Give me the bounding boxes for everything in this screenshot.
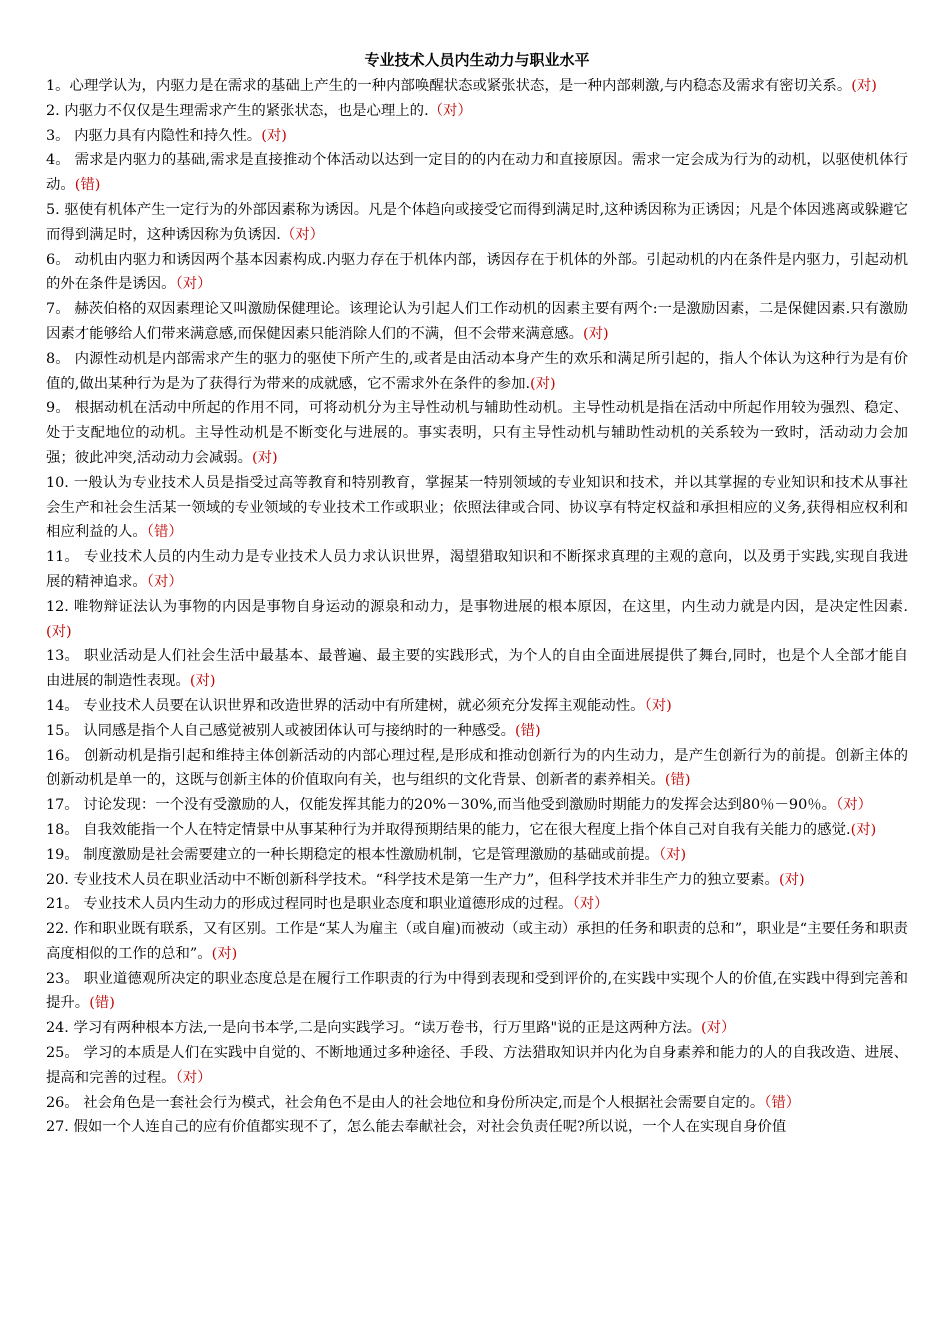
list-item — [46, 1115, 908, 1140]
question-text: 5. 驱使有机体产生一定行为的外部因素称为诱因。凡是个体趋向或接受它而得到满足时,这种诱因称为正诱因；凡是个体因逃离或躲避它而得到满足时，这种诱因称为负诱因. — [46, 201, 908, 243]
document-title: 专业技术人员内生动力与职业水平 — [364, 51, 590, 69]
question-text: 9。 根据动机在活动中所起的作用不同，可将动机分为主导性动机与辅助性动机。主导性动机是指在活动中所起作用较为强烈、稳定、处于支配地位的动机。主导性动机是不断变化与进展的。事实表明，只有主导性动机与辅助性动机的关系较为一致时，活动动力会加强；彼此冲突,活动动力会减弱。 — [46, 400, 908, 466]
answer-mark: (对) — [778, 871, 805, 888]
question-text: 2. 内驱力不仅仅是生理需求产生的紧张状态，也是心理上的. — [46, 102, 429, 119]
list-item — [46, 545, 908, 595]
question-text: 22. 作和职业既有联系，又有区别。工作是“某人为雇主（或自雇)而被动（或主动）承担的任务和职责的总和”，职业是“主要任务和职责高度相似的工作的总和”。 — [46, 921, 908, 962]
answer-mark: (错) — [89, 995, 115, 1012]
answer-mark: (对) — [583, 325, 609, 342]
answer-mark: （对） — [428, 102, 472, 119]
answer-mark: （对） — [146, 573, 183, 590]
answer-mark: （对） — [280, 226, 325, 243]
list-item — [46, 1041, 908, 1091]
answer-mark: (对) — [261, 127, 287, 144]
list-item — [46, 396, 908, 470]
answer-mark: (对) — [189, 673, 216, 690]
list-item — [46, 892, 908, 917]
question-text: 4。 需求是内驱力的基础,需求是直接推动个体活动以达到一定目的的内在动力和直接原因。需求一定会成为行为的动机，以驱使机体行动。 — [46, 152, 908, 194]
question-text: 14。 专业技术人员要在认识世界和改造世界的活动中有所建树，就必须充分发挥主观能动性。 — [46, 697, 645, 714]
list-item — [46, 644, 908, 694]
question-text: 24. 学习有两种根本方法,一是向书本学,二是向实践学习。“读万卷书，行万里路"说的正是这两种方法。 — [46, 1020, 701, 1037]
question-text: 25。 学习的本质是人们在实践中自觉的、不断地通过多种途径、手段、方法猎取知识并内化为自身素养和能力的人的自我改造、进展、提高和完善的过程。 — [46, 1045, 908, 1086]
answer-mark: （错） — [146, 524, 183, 541]
answer-mark: (错) — [515, 722, 541, 739]
list-item — [46, 297, 908, 347]
list-item — [46, 99, 908, 124]
question-text: 27. 假如一个人连自己的应有价值都实现不了，怎么能去奉献社会，对社会负责任呢?所以说，一个人在实现自身价值 — [46, 1119, 787, 1136]
answer-mark: （对） — [175, 276, 212, 293]
question-text: 11。 专业技术人员的内生动力是专业技术人员力求认识世界，渴望猎取知识和不断探求真理的主观的意向，以及勇于实践,实现自我进展的精神追求。 — [46, 549, 908, 590]
list-item — [46, 793, 908, 818]
question-text: 8。 内源性动机是内部需求产生的驱力的驱使下所产生的,或者是由活动本身产生的欢乐和满足所引起的，指人个体认为这种行为是有价值的,做出某种行为是为了获得行为带来的成就感，它不需求外在条件的参加. — [46, 350, 908, 392]
list-item — [46, 719, 908, 744]
list-item — [46, 843, 908, 868]
question-text: 10. 一般认为专业技术人员是指受过高等教育和特别教育，掌握某一特别领域的专业知识和技术，并以其掌握的专业知识和技术从事社会生产和社会生活某一领域的专业领域的专业技术工作或职业；依照法律或合同、协议享有特定权益和承担相应的义务,获得相应权利和相应利益的人。 — [46, 474, 908, 541]
list-item — [46, 967, 908, 1017]
answer-mark: (错) — [664, 772, 691, 789]
question-text: 15。 认同感是指个人自己感觉被别人或被团体认可与接纳时的一种感受。 — [46, 722, 515, 739]
answer-mark: (对） — [701, 1020, 736, 1037]
question-text: 7。 赫茨伯格的双因素理论又叫激励保健理论。该理论认为引起人们工作动机的因素主要有两个:一是激励因素，二是保健因素.只有激励因素才能够给人们带来满意感,而保健因素只能消除人们的不满，但不会带来满意感。 — [46, 301, 908, 342]
answer-mark: (对) — [46, 623, 72, 640]
list-item — [46, 744, 908, 794]
answer-mark: (对) — [530, 375, 556, 392]
list-item — [46, 1016, 908, 1041]
question-text: 19。 制度激励是社会需要建立的一种长期稳定的根本性激励机制，它是管理激励的基础或前提。 — [46, 846, 659, 863]
list-item — [46, 1091, 908, 1116]
answer-mark: (错) — [74, 177, 101, 194]
answer-mark: （对) — [644, 697, 672, 714]
question-text: 23。 职业道德观所决定的职业态度总是在履行工作职责的行为中得到表现和受到评价的,在实践中实现个人的价值,在实践中得到完善和提升。 — [46, 970, 908, 1012]
answer-mark: (对) — [252, 449, 278, 466]
question-list — [46, 74, 908, 1140]
list-item — [46, 347, 908, 397]
question-text: 16。 创新动机是指引起和维持主体创新活动的内部心理过程,是形成和推动创新行为的内生动力，是产生创新行为的前提。创新主体的创新动机是单一的，这既与创新主体的价值取向有关，也与组织的文化背景、创新者的素养相关。 — [46, 747, 908, 789]
list-item — [46, 74, 908, 99]
question-text: 26。 社会角色是一套社会行为模式，社会角色不是由人的社会地位和身份所决定,而是个人根据社会需要自定的。 — [46, 1094, 765, 1111]
question-text: 17。 讨论发现：一个没有受激励的人，仅能发挥其能力的20%－30%,而当他受到激励时期能力的发挥会达到80％－90％。 — [46, 797, 837, 814]
list-item — [46, 917, 908, 967]
list-item — [46, 694, 908, 719]
answer-mark: （对） — [836, 797, 873, 814]
list-item — [46, 248, 908, 298]
question-text: 20. 专业技术人员在职业活动中不断创新科学技术。“科学技术是第一生产力”，但科学技术并非生产力的独立要素。 — [46, 871, 779, 888]
question-text: 18。 自我效能指一个人在特定情景中从事某种行为并取得预期结果的能力，它在很大程度上指个体自己对自我有关能力的感觉. — [46, 821, 851, 838]
answer-mark: （对) — [658, 846, 687, 863]
question-text: 6。 动机由内驱力和诱因两个基本因素构成.内驱力存在于机体内部，诱因存在于机体的外部。引起动机的内在条件是内驱力，引起动机的外在条件是诱因。 — [46, 251, 908, 293]
answer-mark: (对) — [851, 78, 877, 94]
answer-mark: (对) — [850, 821, 877, 838]
document-page — [46, 48, 908, 1140]
question-text: 13。 职业活动是人们社会生活中最基本、最普遍、最主要的实践形式，为个人的自由全面进展提供了舞台,同时，也是个人全部才能自由进展的制造性表现。 — [46, 648, 908, 690]
answer-mark: （错） — [764, 1094, 801, 1111]
question-text: 1。心理学认为，内驱力是在需求的基础上产生的一种内部唤醒状态或紧张状态，是一种内部刺激,与内稳态及需求有密切关系。 — [46, 78, 852, 94]
question-text: 3。 内驱力具有内隐性和持久性。 — [46, 127, 262, 144]
list-item — [46, 595, 908, 645]
list-item — [46, 198, 908, 248]
question-text: 21。 专业技术人员内生动力的形成过程同时也是职业态度和职业道德形成的过程。 — [46, 896, 573, 913]
list-item — [46, 471, 908, 545]
list-item — [46, 148, 908, 198]
answer-mark: (对) — [211, 945, 238, 962]
question-text: 12. 唯物辩证法认为事物的内因是事物自身运动的源泉和动力，是事物进展的根本原因，在这里，内生动力就是内因，是决定性因素. — [46, 598, 908, 615]
answer-mark: （对） — [572, 896, 609, 913]
list-item — [46, 818, 908, 843]
list-item — [46, 868, 908, 893]
answer-mark: （对） — [175, 1069, 212, 1086]
list-item — [46, 124, 908, 149]
